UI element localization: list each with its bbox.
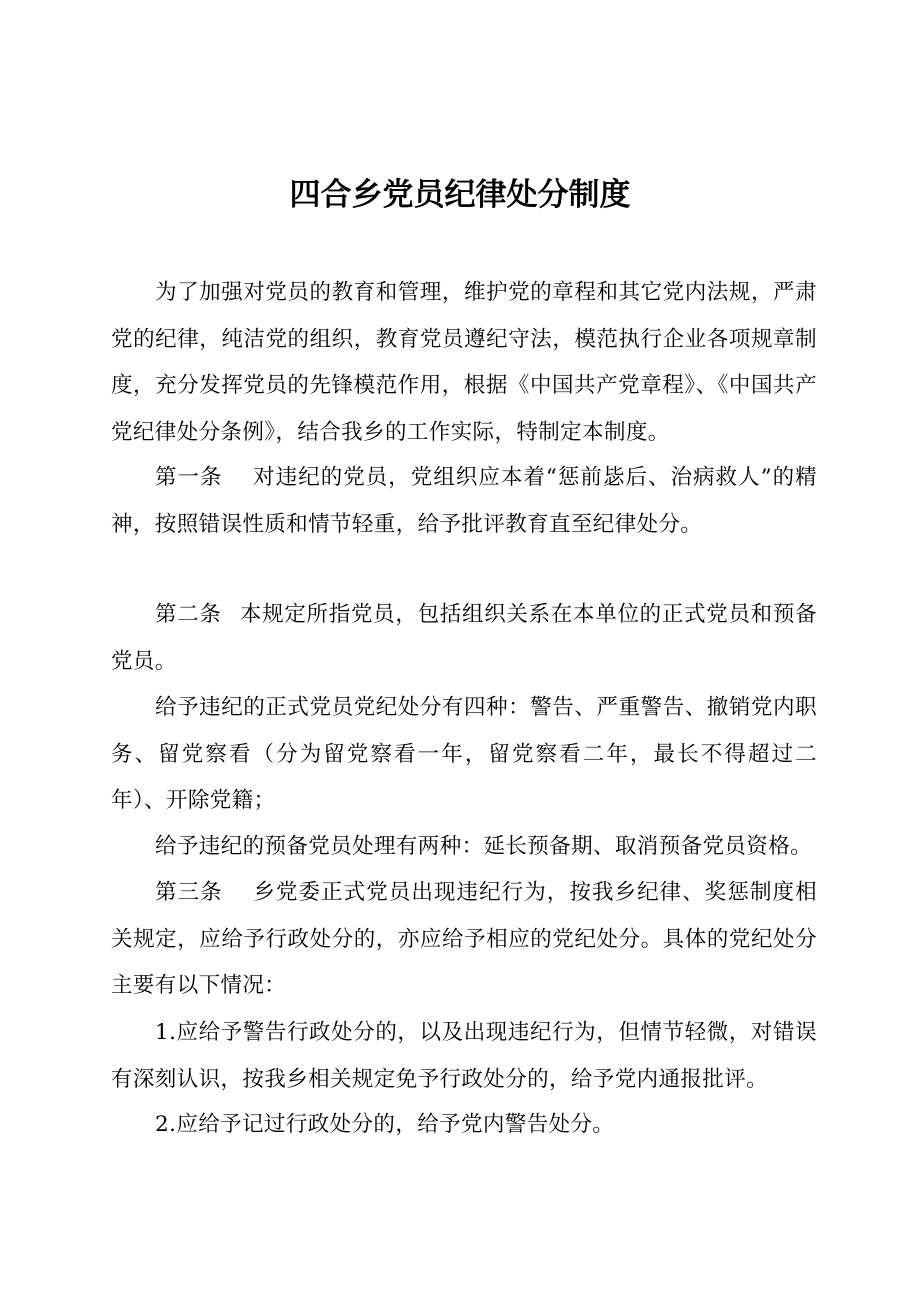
article-2-text: 本规定所指党员，包括组织关系在本单位的正式党员和预备党员。 [111,602,817,674]
article-2-paragraph [111,592,817,685]
article-1-text: 对违纪的党员，党组织应本着“惩前毖后、治病救人”的精神，按照错误性质和情节轻重，给予批评教育直至纪律处分。 [111,465,818,537]
preamble-paragraph: 为了加强对党员的教育和管理，维护党的章程和其它党内法规，严肃党的纪律，纯洁党的组织，教育党员遵纪守法，模范执行企业各项规章制度，充分发挥党员的先锋模范作用，根据《中国共产党章程》、《中国共产党纪律处分条例》，结合我乡的工作实际，特制定本制度。 [111,280,817,445]
article-3-paragraph [111,870,817,1010]
list-item: 2.应给予记过行政处分的，给予党内警告处分。 [155,1112,615,1137]
article-3-text: 乡党委正式党员出现违纪行为，按我乡纪律、奖惩制度相关规定，应给予行政处分的，亦应给予相应的党纪处分。具体的党纪处分主要有以下情况： [111,880,817,998]
article-3-label: 第三条 [155,880,223,905]
probationary-member-penalties-paragraph: 给予违纪的预备党员处理有两种：延长预备期、取消预备党员资格。 [155,834,813,859]
page-title: 四合乡党员纪律处分制度 [289,177,631,213]
list-item: 1.应给予警告行政处分的，以及出现违纪行为，但情节轻微，对错误有深刻认识，按我乡相关规定免予行政处分的，给予党内通报批评。 [111,1020,817,1092]
article-1-paragraph [111,455,817,548]
article-1-label: 第一条 [155,465,223,490]
formal-member-penalties-paragraph: 给予违纪的正式党员党纪处分有四种：警告、严重警告、撤销党内职务、留党察看（分为留党察看一年，留党察看二年，最长不得超过二年）、开除党籍； [111,695,817,813]
article-2-label: 第二条 [155,602,222,627]
